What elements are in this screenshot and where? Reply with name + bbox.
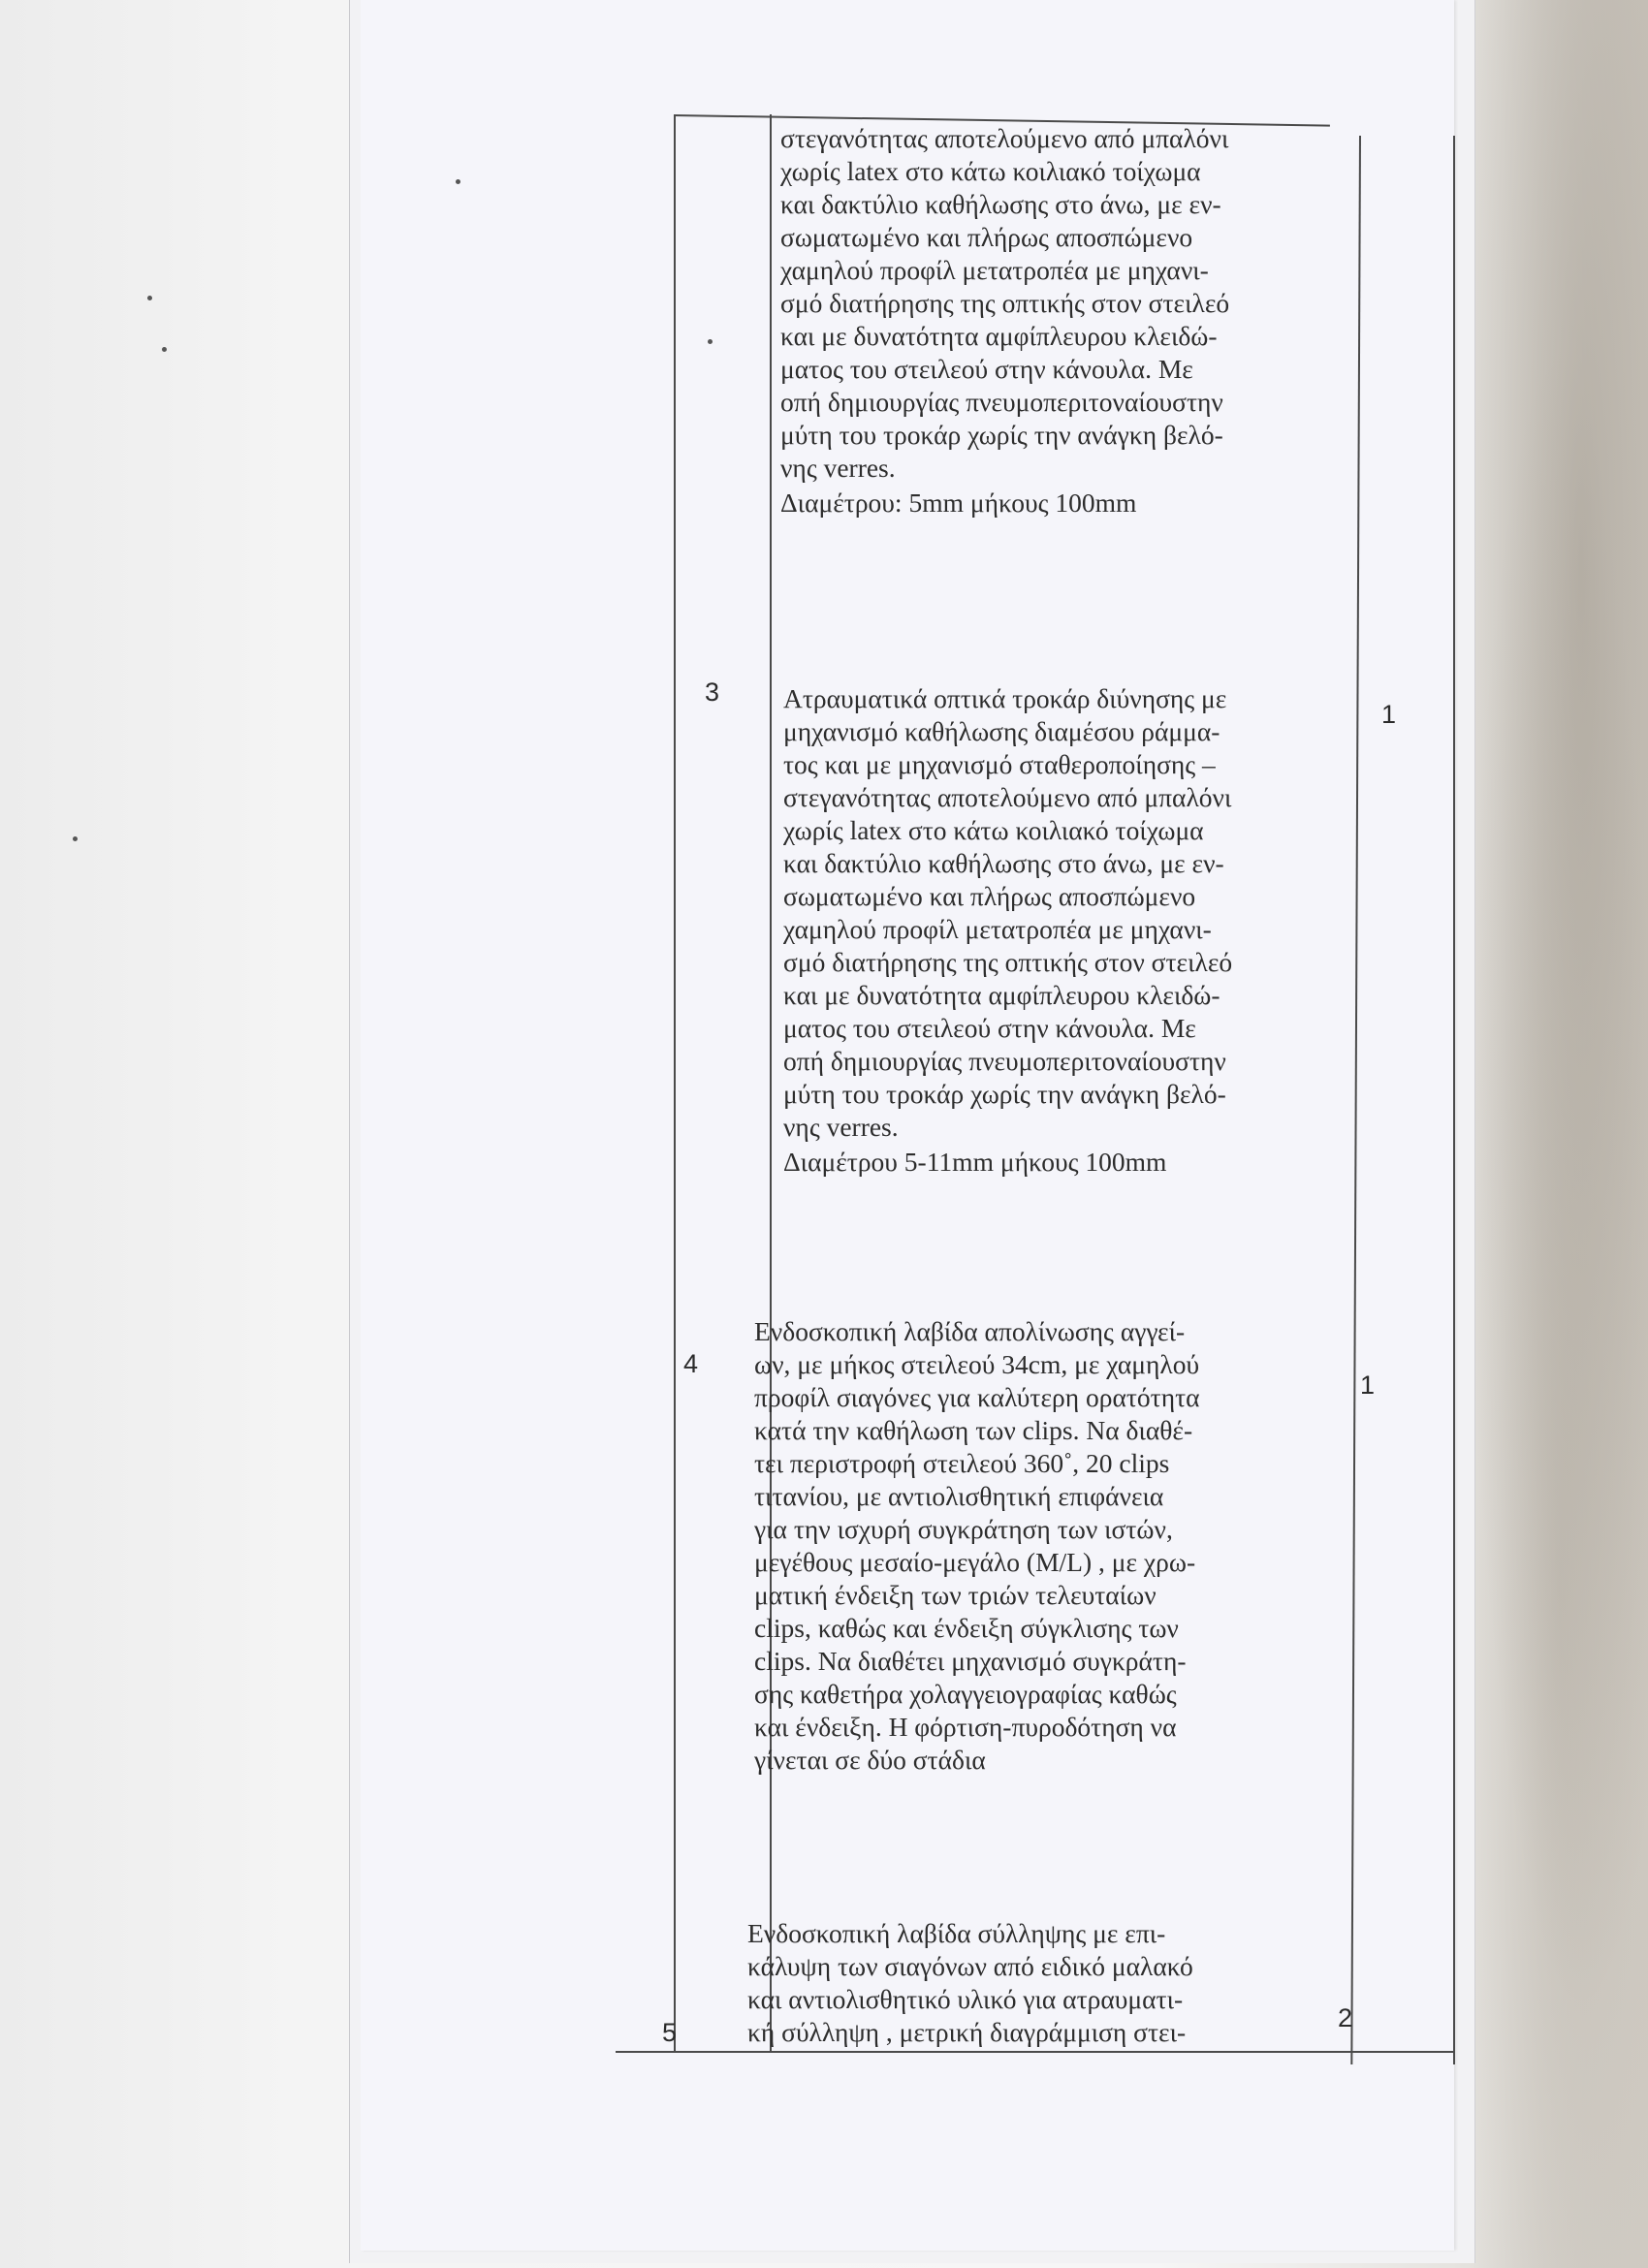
item-number: 4 [683,1349,699,1378]
item-number: 3 [705,677,720,707]
scan-speck [147,296,152,300]
description-text: στεγανότητας αποτελούμενο από μπαλόνι χωρίς latex στο κάτω κοιλιακό τοίχωμα και δακτύλιο καθήλωσης στο άνω, με εν- σωματωμένο και πλήρως αποσπώμενο χαμηλού προφίλ μετατροπέα με μηχανι- σμό διατήρησης της οπτικής στον στειλεό και με δυνατότητα αμφίπλευρου κλειδώ- ματος του στειλεού στην κάνουλα. Με οπή δημιουργίας πνευμοπεριτοναίουστην μύτη του τροκάρ χωρίς την ανάγκη βελό- νης verres. [780,123,1230,483]
scan-speck [73,836,78,841]
table-right-border [1453,136,1455,2064]
item-description [783,682,1353,1179]
item-quantity: 1 [1360,1370,1376,1400]
item-description [754,1315,1324,1777]
description-text: Ενδοσκοπική λαβίδα σύλληψης με επι- κάλυψη των σιαγόνων από ειδικό μαλακό και αντιολισθητικό υλικό για ατραυματι- κή σύλληψη , μετρική διαγράμμιση στει- [747,1918,1193,2047]
item-quantity: 1 [1381,700,1397,729]
item-quantity: 2 [1338,2003,1353,2032]
dimensions-text: Διαμέτρου: 5mm μήκους 100mm [780,488,1137,518]
item-description-continued [780,122,1350,520]
item-description [747,1917,1317,2049]
item-number: 5 [662,2018,678,2047]
table-left-border [674,114,676,2053]
scan-speck [708,339,713,344]
description-text: Ενδοσκοπική λαβίδα απολίνωσης αγγεί- ων, με μήκος στειλεού 34cm, με χαμηλού προφίλ σιαγόνες για καλύτερη ορατότητα κατά την καθήλωση των clips. Να διαθέ- τει περιστροφή στειλεού 360˚, 20 clips τιτανίου, με αντιολισθητική επιφάνεια για την ισχυρή συγκράτηση των ιστών, μεγέθους μεσαίο-μεγάλο (M/L) , με χρω- ματική ένδειξη των τριών τελευταίων clips, καθώς και ένδειξη σύγκλισης των clips. Να διαθέτει μηχανισμό συγκράτη- σης καθετήρα χολαγγειογραφίας καθώς και ένδειξη. Η φόρτιση-πυροδότηση να γίνεται σε δύο στάδια [754,1316,1200,1775]
scan-speck [456,179,460,184]
dimensions-text: Διαμέτρου 5-11mm μήκους 100mm [783,1147,1167,1177]
description-text: Ατραυματικά οπτικά τροκάρ διύνησης με μηχανισμό καθήλωσης διαμέσου ράμμα- τος και με μηχανισμό σταθεροποίησης – στεγανότητας αποτελούμενο από μπαλόνι χωρίς latex στο κάτω κοιλιακό τοίχωμα και δακτύλιο καθήλωσης στο άνω, με εν- σωματωμένο και πλήρως αποσπώμενο χαμηλού προφίλ μετατροπέα με μηχανι- σμό διατήρησης της οπτικής στον στειλεό και με δυνατότητα αμφίπλευρου κλειδώ- ματος του στειλεού στην κάνουλα. Με οπή δημιουργίας πνευμοπεριτοναίουστην μύτη του τροκάρ χωρίς την ανάγκη βελό- νης verres. [783,683,1233,1142]
table-bottom-border [616,2051,1454,2053]
scan-speck [162,347,167,352]
